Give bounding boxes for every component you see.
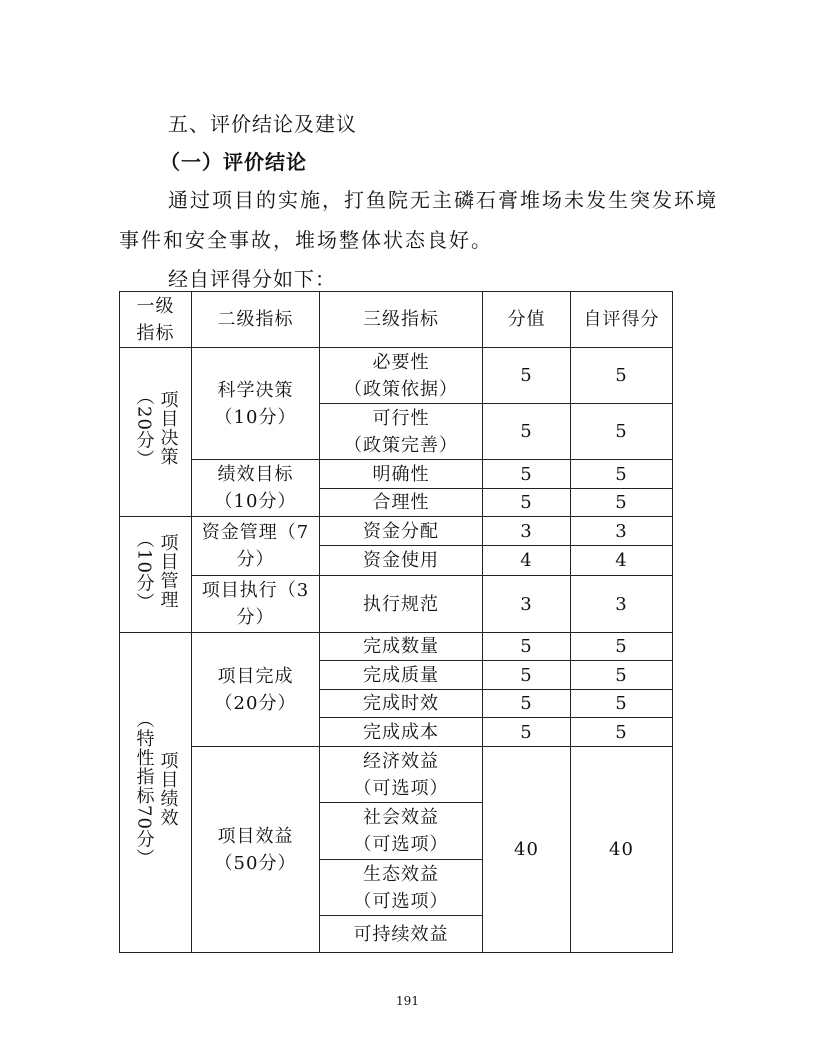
benefit-self-score-cell: 40 [571,747,673,953]
level3-cell: 完成时效 [320,690,483,718]
project-benefit-name: 项目效益 [217,825,294,847]
group-performance-points: （特性指标70分） [133,709,155,868]
score-cell: 4 [483,546,571,576]
sci-decision-points: （10分） [214,406,297,428]
level3-name: 生态效益 [363,863,439,885]
level3-name: 可行性 [372,407,430,429]
benefit-score-cell: 40 [483,747,571,953]
level3-note: （政策完善） [344,434,458,456]
self-score-cell: 5 [571,348,673,404]
header-self-score: 自评得分 [571,292,673,348]
level3-cell: 执行规范 [320,576,483,633]
project-completion-points: （20分） [214,692,297,714]
score-cell: 5 [483,489,571,517]
project-completion-name: 项目完成 [217,665,294,687]
self-score-cell: 5 [571,690,673,718]
project-completion-cell [192,633,320,747]
self-score-cell: 5 [571,661,673,690]
group-management-name: 项目管理 [157,532,179,609]
goal-cell [192,460,320,517]
table-row [120,460,673,489]
project-benefit-cell [192,747,320,953]
header-level1-line2: 指标 [136,322,175,344]
sci-decision-name: 科学决策 [217,379,294,401]
section-heading: 五、评价结论及建议 [168,112,357,136]
paragraph-line: 事件和安全事故，堆场整体状态良好。 [119,228,493,252]
score-cell: 5 [483,661,571,690]
sci-decision-cell [192,348,320,460]
table-header-row [120,292,673,348]
level3-note: （政策依据） [344,378,458,400]
score-cell: 5 [483,633,571,661]
group-decision-cell [120,348,192,517]
table-row [120,633,673,661]
level3-cell: 资金使用 [320,546,483,576]
level3-cell: 完成成本 [320,718,483,747]
fund-management-line1: 资金管理（7 [201,522,310,543]
goal-points: （10分） [214,491,297,512]
header-level1 [120,292,192,348]
group-performance-cell [120,633,192,953]
level3-cell: 可持续效益 [320,916,483,953]
self-score-cell: 5 [571,633,673,661]
level3-name: 经济效益 [363,750,439,772]
group-management-points: （10分） [133,529,155,612]
goal-name: 绩效目标 [217,464,294,485]
fund-management-line2: 分） [236,549,275,570]
level3-cell [320,860,483,916]
self-score-cell: 5 [571,460,673,489]
self-score-cell: 5 [571,404,673,460]
level3-cell: 合理性 [320,489,483,517]
self-score-cell: 3 [571,576,673,633]
header-level1-line1: 一级 [136,295,175,317]
level3-cell: 资金分配 [320,517,483,546]
level3-note: （可选项） [353,777,449,799]
paragraph-line: 通过项目的实施，打鱼院无主磷石膏堆场未发生突发环境 [168,188,718,212]
self-score-cell: 3 [571,517,673,546]
level3-note: （可选项） [353,890,449,912]
project-execution-line1: 项目执行（3 [201,580,310,601]
project-benefit-points: （50分） [214,852,297,874]
score-cell: 5 [483,690,571,718]
level3-cell [320,348,483,404]
level3-name: 社会效益 [363,807,439,828]
level3-name: 必要性 [372,351,430,373]
group-decision-points: （20分） [133,387,155,469]
level3-cell [320,803,483,860]
table-row [120,576,673,633]
level3-cell [320,404,483,460]
level3-note: （可选项） [353,834,449,855]
table-row [120,747,673,803]
group-performance-name: 项目绩效 [157,750,179,827]
group-management-cell [120,517,192,633]
score-cell: 3 [483,576,571,633]
table-row [120,348,673,404]
header-level2: 二级指标 [192,292,320,348]
table-row [120,517,673,546]
project-execution-line2: 分） [236,607,275,628]
level3-cell: 完成质量 [320,661,483,690]
score-cell: 5 [483,718,571,747]
page-number: 191 [396,994,419,1008]
group-decision-name: 项目决策 [157,390,179,466]
self-score-cell: 5 [571,489,673,517]
self-score-cell: 5 [571,718,673,747]
header-level3: 三级指标 [320,292,483,348]
project-execution-cell [192,576,320,633]
subsection-heading: （一）评价结论 [160,150,307,174]
evaluation-score-table [119,291,673,953]
score-cell: 5 [483,348,571,404]
level3-cell: 完成数量 [320,633,483,661]
self-score-cell: 4 [571,546,673,576]
level3-cell [320,747,483,803]
score-cell: 5 [483,404,571,460]
header-score: 分值 [483,292,571,348]
score-cell: 3 [483,517,571,546]
score-cell: 5 [483,460,571,489]
fund-management-cell [192,517,320,576]
level3-cell: 明确性 [320,460,483,489]
table-intro: 经自评得分如下： [168,267,336,291]
